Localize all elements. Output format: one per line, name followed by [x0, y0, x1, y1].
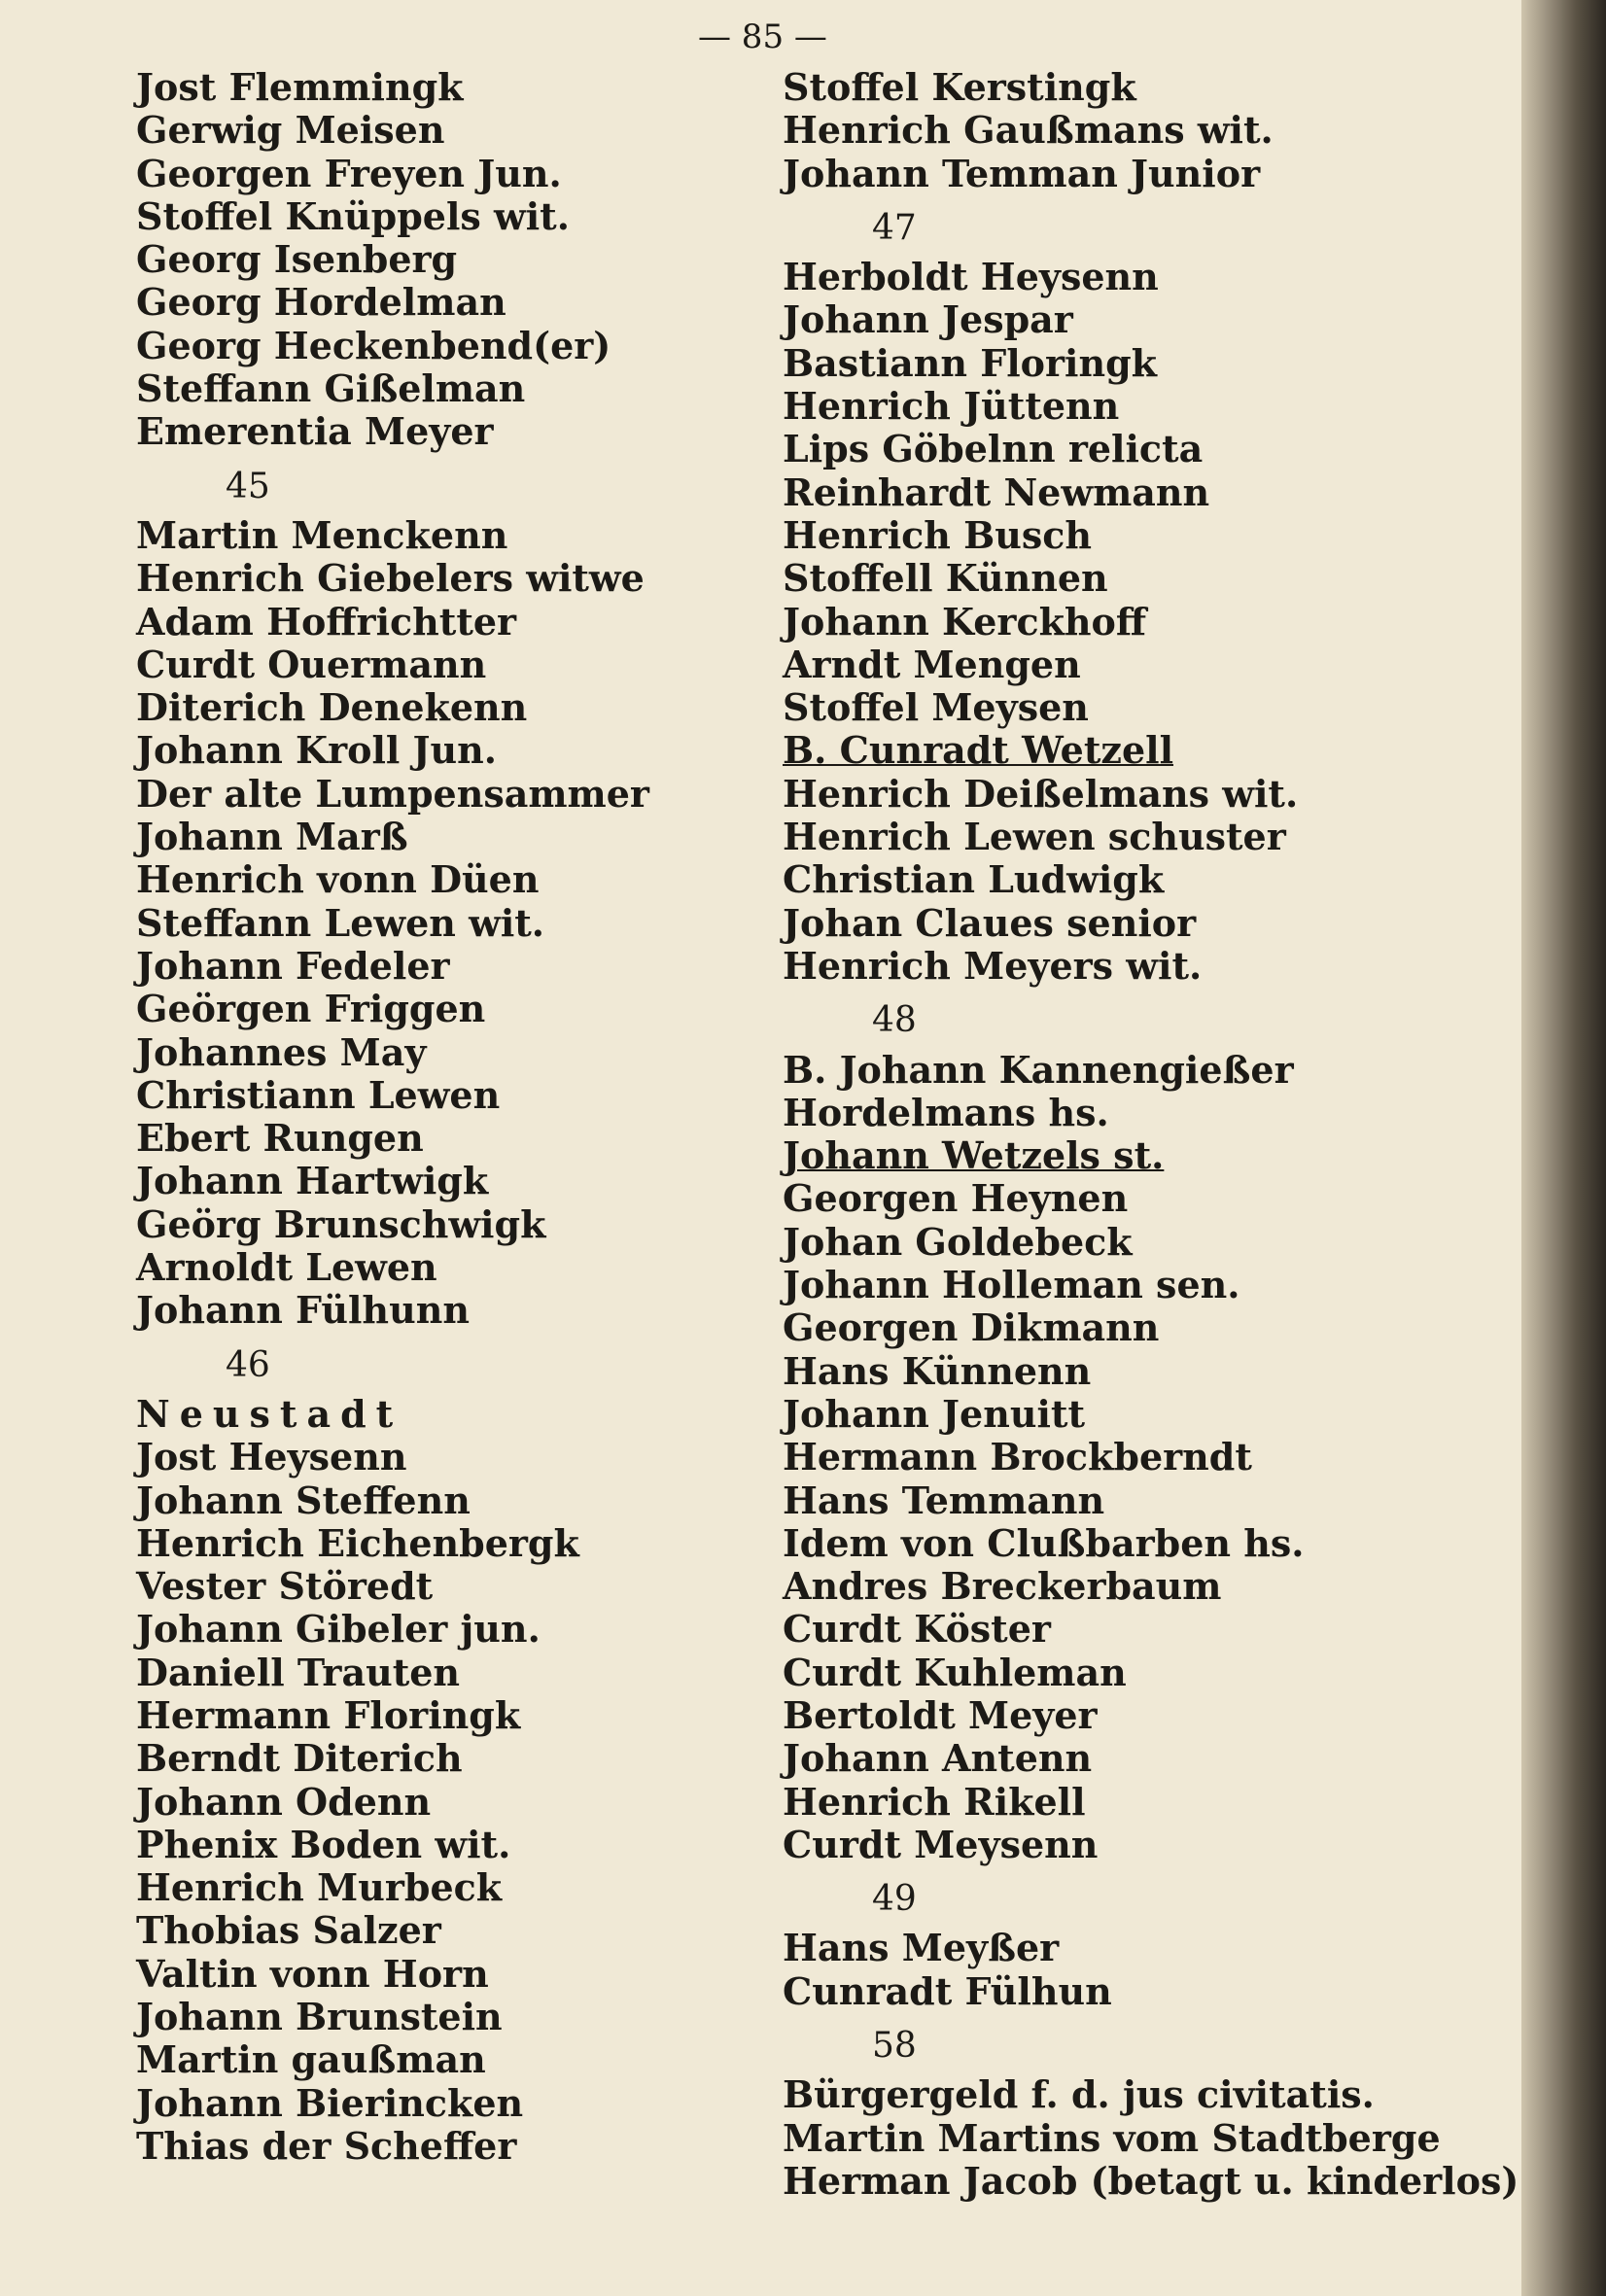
name-entry: Johann Jenuitt: [783, 1391, 1086, 1436]
name-entry: Henrich Jüttenn: [783, 384, 1120, 429]
section-number: 47: [872, 207, 917, 248]
name-entry: Thias der Scheffer: [136, 2123, 517, 2168]
name-entry: Johann Holleman sen.: [783, 1263, 1240, 1307]
name-entry: Hordelmans hs.: [783, 1090, 1109, 1134]
name-entry: Curdt Köster: [783, 1607, 1051, 1652]
name-entry: Henrich Murbeck: [136, 1865, 503, 1910]
name-entry: Bürgergeld f. d. jus civitatis.: [783, 2072, 1375, 2117]
name-entry: Johann Kroll Jun.: [136, 728, 498, 773]
name-entry: Georg Isenberg: [136, 237, 458, 282]
name-entry: Steffann Gißelman: [136, 366, 526, 411]
name-entry: Martin gaußman: [136, 2037, 486, 2082]
name-entry: Henrich Deißelmans wit.: [783, 771, 1299, 816]
section-number: 45: [226, 466, 270, 506]
name-entry: Johann Marß: [136, 815, 408, 859]
name-entry: Stoffell Künnen: [783, 556, 1108, 601]
name-entry: Stoffel Kerstingk: [783, 65, 1136, 109]
name-entry: Johann Odenn: [136, 1779, 432, 1824]
name-entry: Idem von Clußbarben hs.: [783, 1520, 1305, 1565]
name-entry: Bertoldt Meyer: [783, 1692, 1098, 1737]
name-entry: Vester Störedt: [136, 1564, 434, 1609]
name-entry: Henrich Giebelers witwe: [136, 556, 645, 601]
name-entry: Hermann Floringk: [136, 1692, 521, 1737]
name-entry: Georg Hordelman: [136, 280, 506, 325]
name-entry: Henrich Lewen schuster: [783, 815, 1286, 859]
name-entry: Steffann Lewen wit.: [136, 900, 545, 945]
name-entry: Gerwig Meisen: [136, 108, 445, 153]
name-entry: Der alte Lumpensammer: [136, 771, 649, 816]
name-entry: Johan Goldebeck: [783, 1219, 1133, 1264]
name-entry: Bastiann Floringk: [783, 340, 1157, 385]
name-entry: Arndt Mengen: [783, 642, 1081, 686]
name-entry: Henrich Rikell: [783, 1779, 1086, 1824]
name-entry: Johann Fülhunn: [136, 1288, 470, 1333]
name-entry: Christiann Lewen: [136, 1072, 501, 1117]
name-entry: Johann Bierincken: [136, 2080, 524, 2125]
name-entry: Thobias Salzer: [136, 1908, 441, 1953]
name-entry: Johann Antenn: [783, 1736, 1093, 1781]
name-entry: Johann Steffenn: [136, 1478, 471, 1522]
name-entry: Jost Heysenn: [136, 1435, 407, 1479]
page-number: — 85 —: [698, 17, 827, 56]
book-gutter: [1521, 0, 1606, 2296]
name-entry: Geörgen Friggen: [136, 987, 486, 1031]
name-entry: Curdt Ouermann: [136, 642, 487, 686]
name-entry: Geörg Brunschwigk: [136, 1201, 546, 1246]
name-entry: Curdt Meysenn: [783, 1822, 1099, 1866]
section-number: 46: [226, 1344, 270, 1385]
name-entry: Johann Jespar: [783, 297, 1073, 342]
name-entry: Stoffel Knüppels wit.: [136, 193, 570, 238]
name-entry: Ebert Rungen: [136, 1116, 424, 1161]
name-entry: Adam Hoffrichtter: [136, 599, 517, 644]
name-entry: Hermann Brockberndt: [783, 1435, 1252, 1479]
name-entry: Johan Claues senior: [783, 900, 1197, 945]
name-entry: Neustadt: [136, 1391, 403, 1436]
name-entry: Hans Temmann: [783, 1478, 1105, 1522]
name-entry: Georgen Dikmann: [783, 1305, 1160, 1350]
name-entry: Andres Breckerbaum: [783, 1564, 1222, 1609]
name-entry: Johann Brunstein: [136, 1995, 503, 2039]
name-entry: Daniell Trauten: [136, 1650, 461, 1694]
name-entry: B. Johann Kannengießer: [783, 1047, 1294, 1092]
left-column: [136, 66, 649, 2168]
name-entry: Georg Heckenbend(er): [136, 323, 611, 367]
name-entry: Herboldt Heysenn: [783, 255, 1159, 299]
name-entry: Henrich Meyers wit.: [783, 943, 1203, 988]
name-entry: Diterich Denekenn: [136, 685, 528, 730]
name-entry: Christian Ludwigk: [783, 857, 1165, 902]
name-entry: Emerentia Meyer: [136, 409, 494, 454]
name-entry: Valtin vonn Horn: [136, 1951, 489, 1996]
name-entry: Johann Fedeler: [136, 943, 450, 988]
name-entry: Martin Menckenn: [136, 512, 508, 557]
name-entry: Johann Temman Junior: [783, 151, 1261, 195]
name-entry: Johann Hartwigk: [136, 1159, 489, 1203]
name-entry: Hans Künnenn: [783, 1348, 1092, 1393]
name-entry: Johann Kerckhoff: [783, 599, 1147, 644]
name-entry: Lips Göbelnn relicta: [783, 427, 1204, 471]
section-number: 58: [872, 2026, 917, 2067]
name-entry: Jost Flemmingk: [136, 65, 464, 109]
name-entry: Henrich Busch: [783, 512, 1093, 557]
name-entry: Phenix Boden wit.: [136, 1822, 511, 1866]
name-entry: Stoffel Meysen: [783, 685, 1089, 730]
right-column: [783, 66, 1519, 2203]
name-entry: Georgen Heynen: [783, 1176, 1129, 1221]
name-entry: Reinhardt Newmann: [783, 470, 1210, 514]
section-number: 49: [872, 1879, 917, 1920]
name-entry: Berndt Diterich: [136, 1736, 463, 1781]
name-entry: Arnoldt Lewen: [136, 1245, 437, 1290]
name-entry: Martin Martins vom Stadtberge: [783, 2115, 1441, 2160]
name-entry: B. Cunradt Wetzell: [783, 728, 1174, 773]
name-entry: Henrich Gaußmans wit.: [783, 108, 1274, 153]
name-entry: Henrich Eichenbergk: [136, 1520, 579, 1565]
name-entry: Curdt Kuhleman: [783, 1650, 1127, 1694]
name-entry: Johann Gibeler jun.: [136, 1607, 541, 1652]
name-entry: Henrich vonn Düen: [136, 857, 540, 902]
name-entry: Cunradt Fülhun: [783, 1968, 1112, 2013]
name-entry: Hans Meyßer: [783, 1926, 1060, 1970]
name-entry: Herman Jacob (betagt u. kinderlos): [783, 2158, 1519, 2203]
section-number: 48: [872, 1000, 917, 1041]
name-entry: Georgen Freyen Jun.: [136, 151, 562, 195]
name-entry: Johann Wetzels st.: [783, 1133, 1165, 1178]
name-entry: Johannes May: [136, 1029, 427, 1074]
